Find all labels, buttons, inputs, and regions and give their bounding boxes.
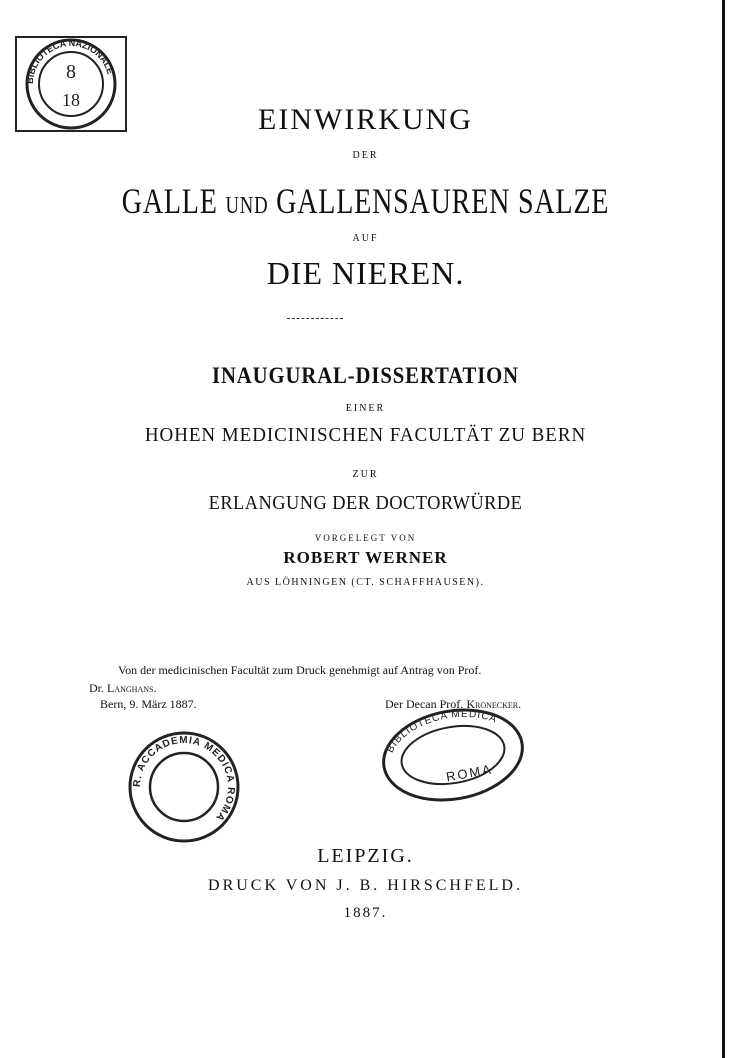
title-line-2-und: UND (225, 193, 269, 219)
title-line-1: EINWIRKUNG (258, 103, 473, 136)
title-connector-der: DER (352, 150, 379, 161)
title-line-3: DIE NIEREN. (266, 255, 465, 291)
title-line-2 (80, 180, 650, 222)
divider-rule (287, 318, 343, 319)
connector-einer: EINER (345, 403, 386, 414)
approval-line-2 (89, 681, 156, 696)
title-connector-auf: AUF (352, 233, 379, 244)
oval-stamp-text: BIBLIOTECA MEDICA (384, 708, 499, 755)
author-origin: AUS LÖHNINGEN (CT. SCHAFFHAUSEN). (246, 577, 485, 588)
academy-stamp-text: R. ACCADEMIA MEDICA ROMA (131, 734, 237, 824)
stamp-text: BIBLIOTECA NAZIONALE (24, 37, 116, 85)
stamp-number-top: 8 (66, 61, 76, 83)
approval-line-1: Von der medicinischen Facultät zum Druck genehmigt auf Antrag von Prof. (118, 663, 482, 677)
dissertation-heading: INAUGURAL-DISSERTATION (211, 363, 520, 388)
dean-name: Kronecker. (466, 697, 522, 711)
title-line-2-a: GALLE (121, 181, 218, 221)
approval-line-2-prefix: Dr. (89, 681, 107, 695)
academy-stamp (125, 728, 243, 846)
imprint-printer: DRUCK VON J. B. HIRSCHFELD. (208, 877, 523, 894)
referee-name: Langhans. (107, 681, 157, 695)
oval-stamp-bottom: ROMA (444, 761, 494, 785)
place-date: Bern, 9. März 1887. (100, 697, 197, 711)
imprint-year: 1887. (343, 905, 388, 921)
faculty-line: HOHEN MEDICINISCHEN FACULTÄT ZU BERN (144, 424, 587, 446)
connector-zur: ZUR (352, 469, 379, 480)
title-line-2-b: GALLENSAUREN SALZE (276, 181, 610, 221)
author-name: ROBERT WERNER (283, 548, 448, 567)
presented-by: VORGELEGT VON (314, 533, 417, 543)
library-stamp-oval (378, 700, 528, 810)
purpose-line: ERLANGUNG DER DOCTORWÜRDE (208, 492, 523, 514)
imprint-city: LEIPZIG. (317, 845, 414, 867)
stamp-number-bottom: 18 (62, 90, 80, 110)
dean-prefix: Der Decan Prof. (385, 697, 467, 711)
